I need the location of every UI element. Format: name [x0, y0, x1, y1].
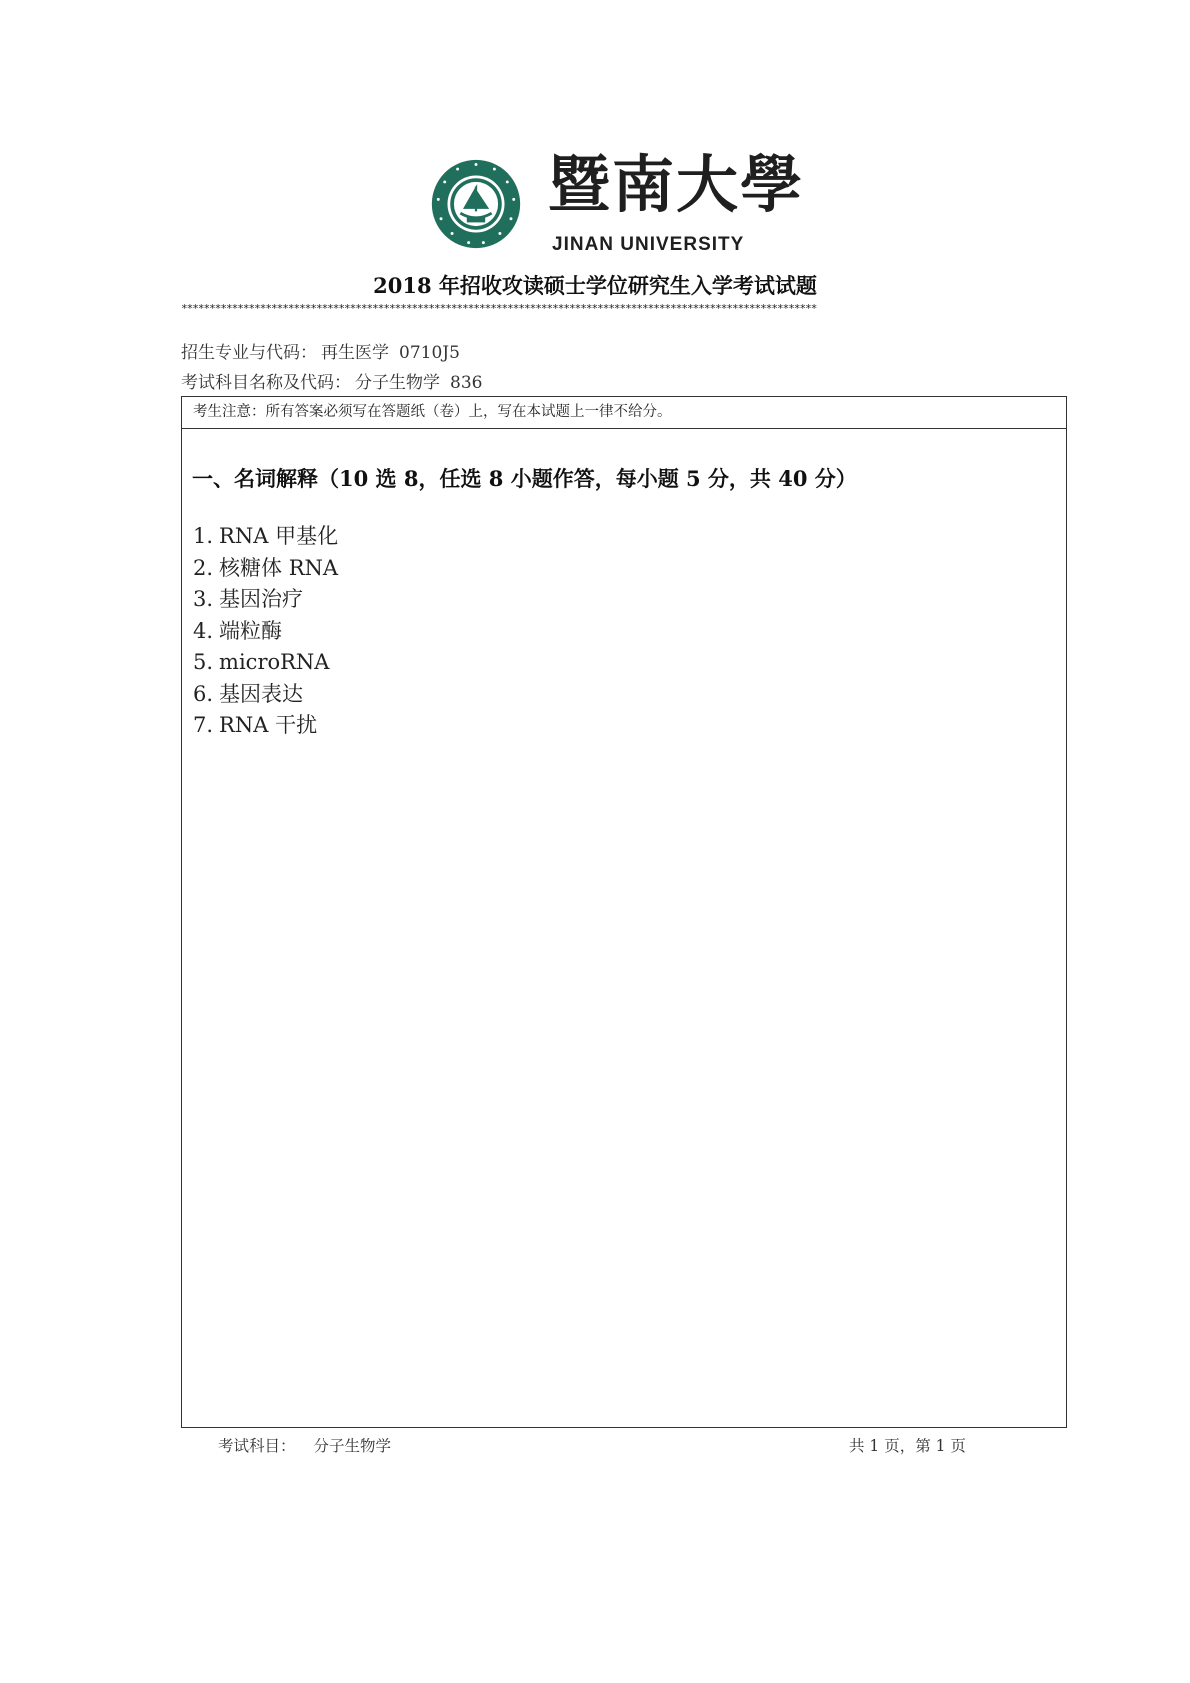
section-heading: 一、名词解释（10 选 8，任选 8 小题作答，每小题 5 分，共 40 分） [192, 466, 857, 491]
footer-subject [218, 1434, 391, 1456]
question-number: 1. [193, 524, 214, 548]
separator-line: ***************************************************************************************************************** [181, 302, 817, 315]
university-name-cn: 暨南大學 [548, 148, 805, 221]
question-number: 7. [193, 713, 214, 737]
question-number: 2. [193, 555, 214, 580]
footer-subject-value: 分子生物学 [313, 1437, 392, 1455]
university-name-en: JINAN UNIVERSITY [552, 234, 745, 255]
question-text: 核糖体 RNA [219, 555, 339, 580]
question-list [193, 521, 338, 742]
major-line [181, 338, 460, 363]
question-item [193, 521, 338, 553]
question-item [193, 647, 338, 679]
major-value: 再生医学 [321, 343, 389, 363]
subject-value: 分子生物学 [355, 373, 440, 393]
footer-subject-label: 考试科目： [218, 1437, 296, 1455]
major-label: 招生专业与代码： [181, 343, 317, 363]
exam-title: 2018 年招收攻读硕士学位研究生入学考试试题 [373, 273, 817, 298]
question-item [193, 679, 338, 711]
university-seal-icon [430, 158, 522, 250]
subject-label: 考试科目名称及代码： [181, 373, 351, 393]
question-item [193, 616, 338, 648]
question-number: 5. [193, 650, 214, 674]
subject-line [181, 368, 482, 393]
question-text: 端粒酶 [219, 618, 283, 643]
question-item [193, 710, 338, 742]
question-box [181, 396, 1067, 1428]
question-text: 基因表达 [219, 681, 304, 706]
question-item [193, 553, 338, 585]
question-text: 基因治疗 [219, 587, 304, 611]
candidate-notice: 考生注意：所有答案必须写在答题纸（卷）上，写在本试题上一律不给分。 [182, 397, 1066, 429]
page-info: 共 1 页，第 1 页 [849, 1437, 966, 1455]
question-number: 3. [193, 587, 214, 611]
question-text: RNA 干扰 [219, 713, 318, 737]
question-text: microRNA [219, 650, 330, 674]
major-code: 0710J5 [399, 343, 460, 363]
university-masthead [0, 150, 1190, 260]
subject-code: 836 [450, 373, 483, 393]
question-text: RNA 甲基化 [219, 524, 339, 548]
question-number: 6. [193, 681, 214, 706]
question-number: 4. [193, 618, 214, 643]
question-item [193, 584, 338, 616]
